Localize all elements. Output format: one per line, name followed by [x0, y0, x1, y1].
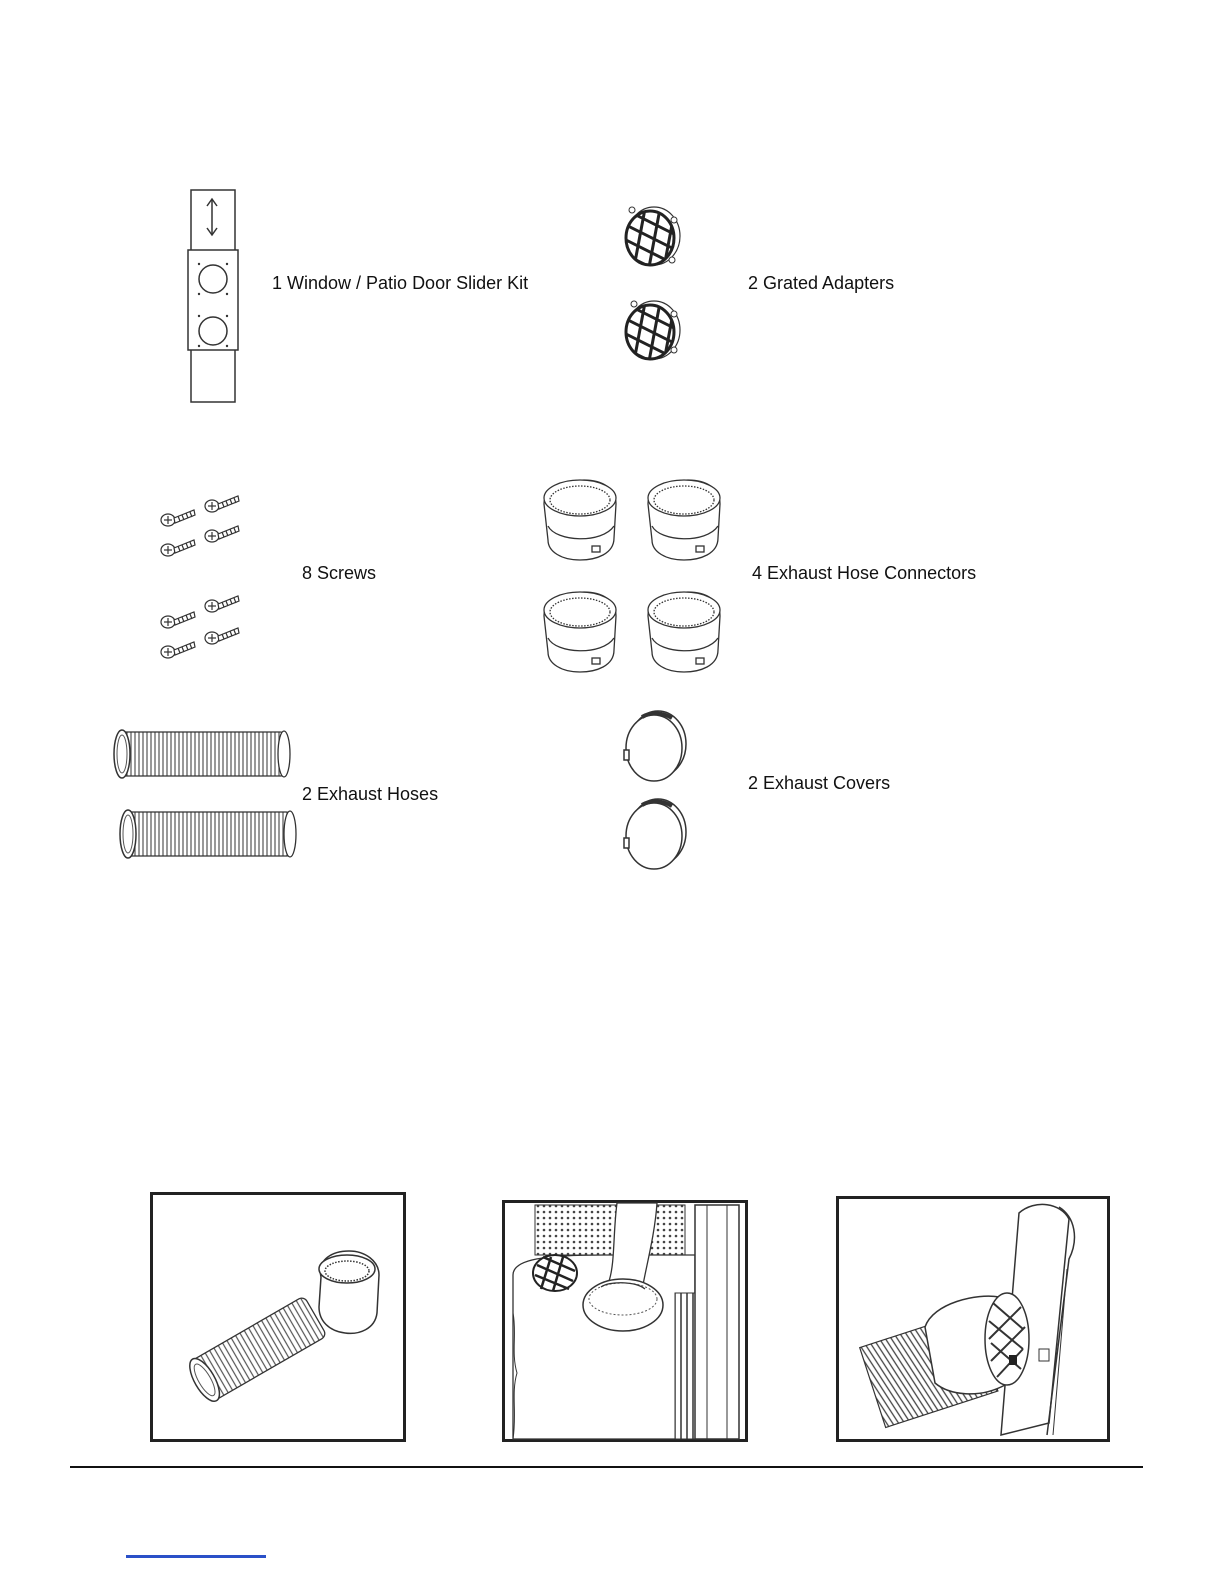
grated-adapters-label: 2 Grated Adapters	[748, 273, 895, 293]
step-illustration-2	[502, 1200, 748, 1442]
step-illustration-3	[836, 1196, 1110, 1442]
exhaust-covers-label: 2 Exhaust Covers	[748, 773, 891, 793]
footer-link-underline	[126, 1555, 266, 1558]
step-illustration-1	[150, 1192, 406, 1442]
insert-hose-into-unit-illustration	[505, 1203, 745, 1439]
slider-kit-label: 1 Window / Patio Door Slider Kit	[272, 273, 529, 293]
exhaust-hose-icon	[110, 724, 300, 866]
screws-label: 8 Screws	[302, 563, 377, 583]
exhaust-cover-icon	[614, 706, 694, 876]
window-slider-kit-icon	[188, 188, 240, 406]
hose-connectors-label: 4 Exhaust Hose Connectors	[752, 563, 977, 583]
screw-icon	[158, 492, 248, 672]
attach-connector-to-hose-illustration	[153, 1195, 403, 1439]
exhaust-hoses-label: 2 Exhaust Hoses	[302, 784, 439, 804]
hose-connector-icon	[536, 476, 736, 676]
footer-divider	[70, 1466, 1143, 1468]
grated-adapter-icon	[612, 198, 692, 378]
hose-into-window-kit-illustration	[839, 1199, 1107, 1439]
